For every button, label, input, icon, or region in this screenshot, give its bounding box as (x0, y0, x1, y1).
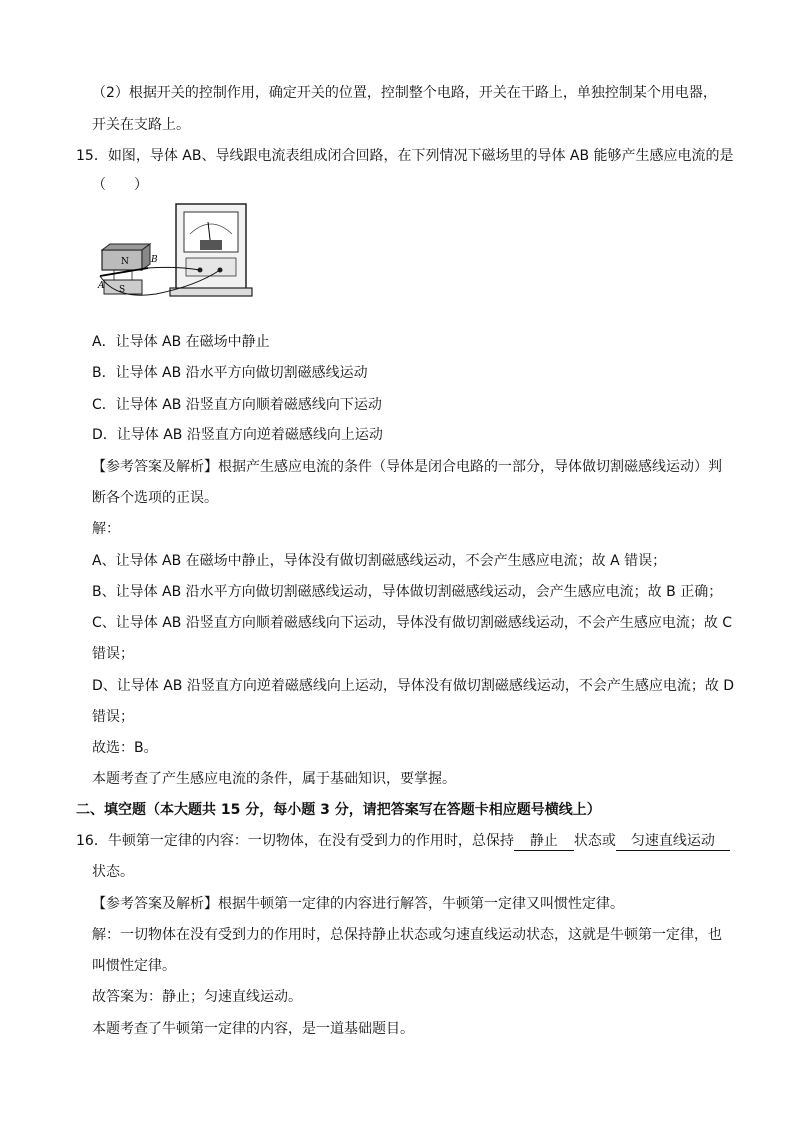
q16-stem-before: 16．牛顿第一定律的内容：一切物体，在没有受到力的作用时，总保持 (76, 833, 514, 849)
q15-analysis-line1: 【参考答案及解析】根据产生感应电流的条件（导体是闭合电路的一部分，导体做切割磁感线运动）判 (92, 459, 722, 475)
galvanometer-figure (96, 200, 256, 306)
q15-solution-a: A、让导体 AB 在磁场中静止，导体没有做切割磁感线运动，不会产生感应电流；故 A 错误； (92, 553, 667, 569)
q16-stem-middle: 状态或 (573, 833, 616, 849)
q15-summary: 本题考查了产生感应电流的条件，属于基础知识，要掌握。 (92, 771, 456, 787)
q15-analysis-line2: 断各个选项的正误。 (92, 490, 218, 506)
label-a: A (98, 281, 105, 291)
q16-stem-end: 状态。 (92, 864, 134, 880)
q15-option-c: C．让导体 AB 沿竖直方向顺着磁感线向下运动 (92, 397, 382, 413)
q16-analysis: 【参考答案及解析】根据牛顿第一定律的内容进行解答，牛顿第一定律又叫惯性定律。 (92, 896, 624, 912)
q15-option-d: D．让导体 AB 沿竖直方向逆着磁感线向上运动 (92, 427, 383, 443)
q15-option-b: B．让导体 AB 沿水平方向做切割磁感线运动 (92, 365, 368, 381)
q16-solution-line2: 叫惯性定律。 (92, 958, 176, 974)
q16-answer: 故答案为：静止；匀速直线运动。 (92, 989, 302, 1005)
q15-solution-c-line2: 错误； (92, 646, 134, 662)
q15-stem: 15．如图，导体 AB、导线跟电流表组成闭合回路，在下列情况下磁场里的导体 AB 能够产生感应电流的是 (76, 148, 734, 164)
q15-answer-bracket: （ ） (92, 177, 148, 193)
q15-solution-label: 解： (92, 521, 120, 537)
note2-line1: （2）根据开关的控制作用，确定开关的位置，控制整个电路，开关在干路上，单独控制某个用电器， (92, 85, 717, 101)
label-s: S (119, 285, 126, 295)
q15-solution-d-line2: 错误； (92, 709, 134, 725)
note2-line2: 开关在支路上。 (92, 117, 190, 133)
q15-solution-c-line1: C、让导体 AB 沿竖直方向顺着磁感线向下运动，导体没有做切割磁感线运动，不会产生感应电流；故 C (92, 615, 733, 631)
q15-solution-b: B、让导体 AB 沿水平方向做切割磁感线运动，导体做切割磁感线运动，会产生感应电流；故 B 正确； (92, 584, 723, 600)
q16-stem (76, 831, 734, 851)
label-n: N (121, 257, 129, 267)
q16-solution-line1: 解：一切物体在没有受到力的作用时，总保持静止状态或匀速直线运动状态，这就是牛顿第一定律，也 (92, 927, 722, 943)
q16-summary: 本题考查了牛顿第一定律的内容，是一道基础题目。 (92, 1021, 414, 1037)
section2-heading: 二、填空题（本大题共 15 分，每小题 3 分，请把答案写在答题卡相应题号横线上） (76, 802, 601, 818)
label-b: B (151, 255, 158, 265)
q16-blank2-answer: 匀速直线运动 (616, 832, 730, 851)
q15-solution-d-line1: D、让导体 AB 沿竖直方向逆着磁感线向上运动，导体没有做切割磁感线运动，不会产生感应电流；故 D (92, 678, 735, 694)
q15-option-a: A．让导体 AB 在磁场中静止 (92, 334, 270, 350)
q15-choice: 故选：B。 (92, 740, 158, 756)
q16-blank1-answer: 静止 (514, 832, 574, 851)
